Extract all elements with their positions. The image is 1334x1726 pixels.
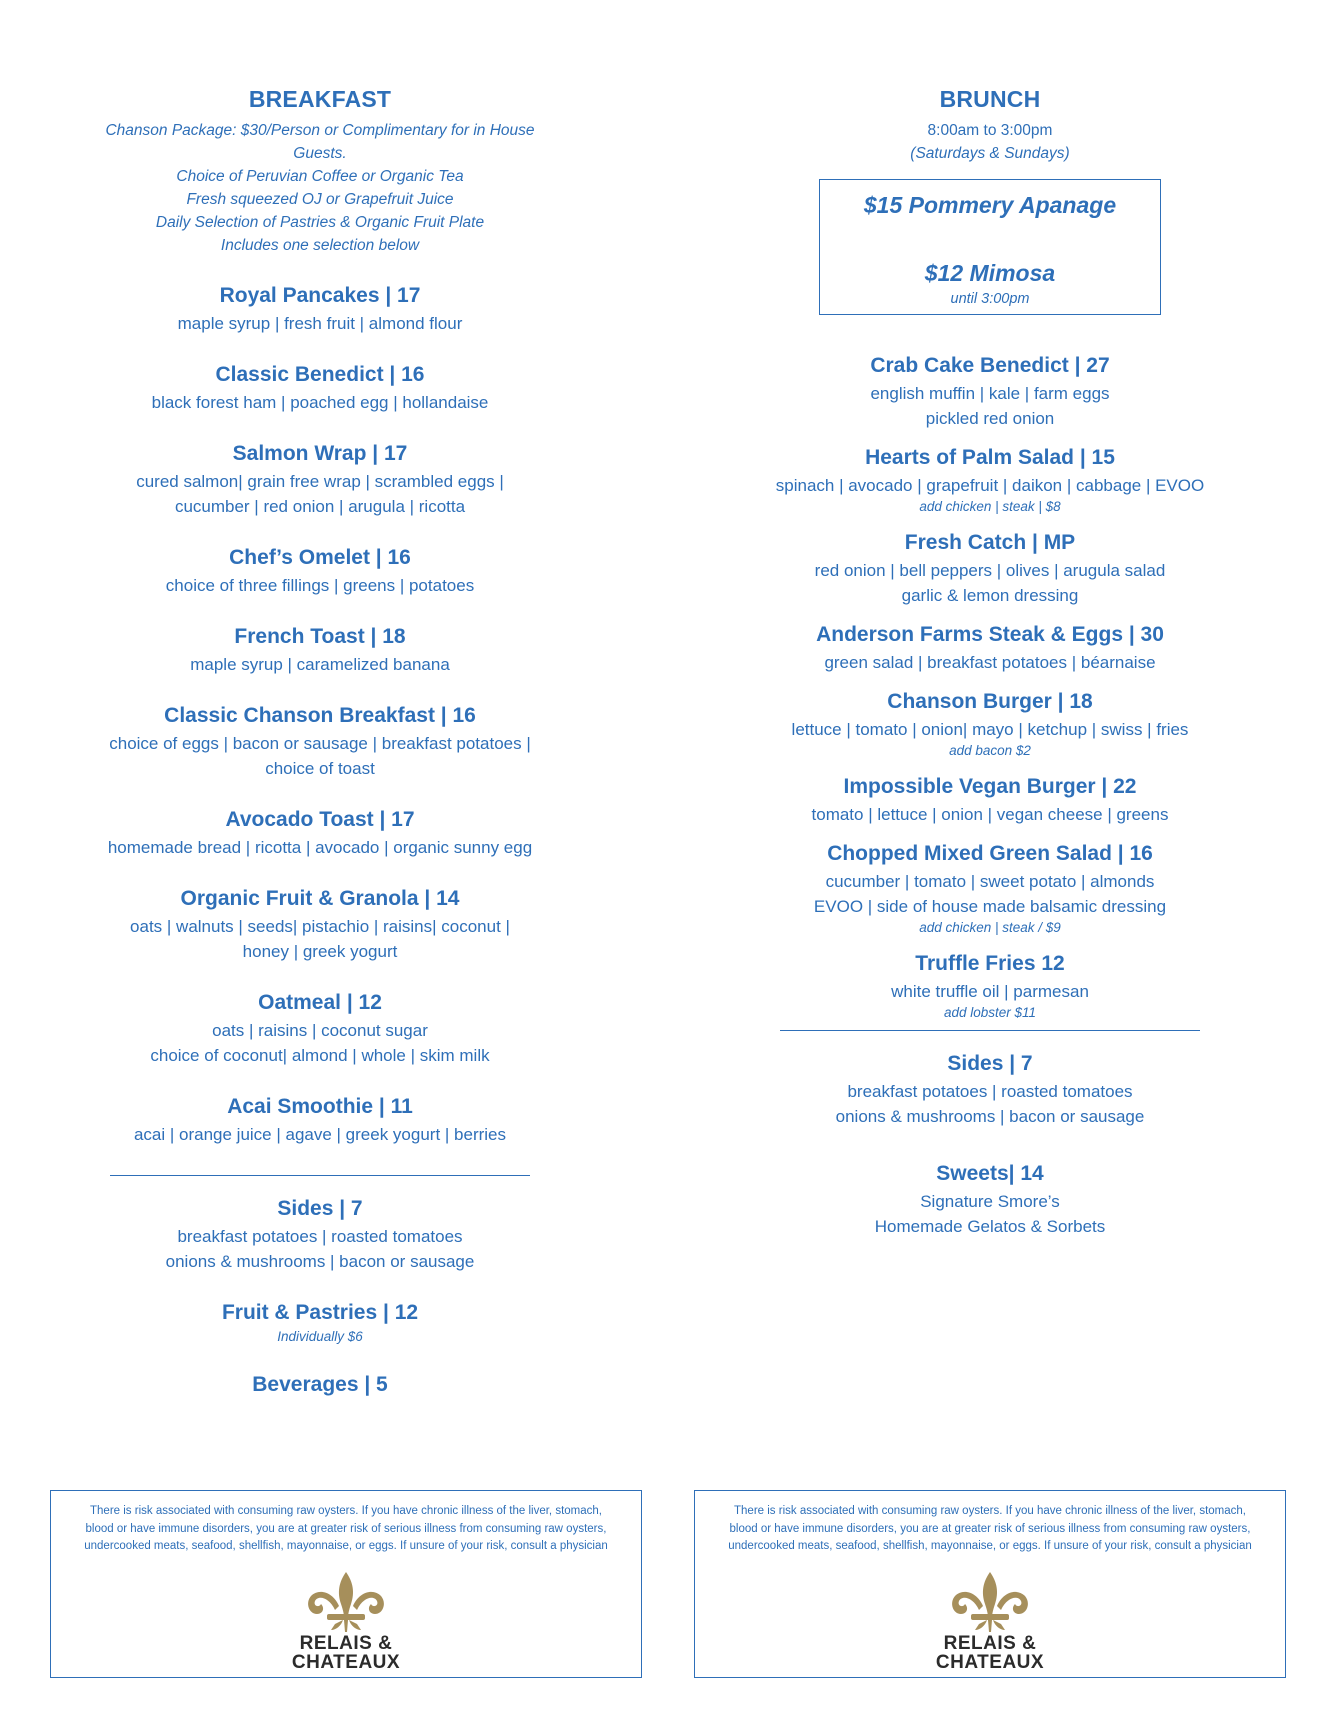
logo-line: CHATEAUX bbox=[291, 1651, 401, 1673]
menu-item-name: Sides | 7 bbox=[277, 1197, 363, 1220]
breakfast-column bbox=[70, 82, 570, 1400]
menu-item-name: Crab Cake Benedict | 27 bbox=[870, 354, 1110, 377]
menu-item bbox=[70, 884, 570, 964]
menu-item-desc: oats | walnuts | seeds| pistachio | raisins| coconut | bbox=[130, 917, 510, 936]
menu-item bbox=[730, 839, 1250, 937]
menu-item-desc: onions & mushrooms | bacon or sausage bbox=[835, 1107, 1145, 1126]
breakfast-intro bbox=[70, 119, 570, 257]
fleur-de-lis-icon bbox=[947, 1570, 1033, 1634]
menu-item bbox=[730, 687, 1250, 760]
intro-line: Choice of Peruvian Coffee or Organic Tea bbox=[176, 168, 464, 185]
promo-mimosa: $12 Mimosa bbox=[924, 260, 1056, 286]
menu-item-desc: black forest ham | poached egg | hollandaise bbox=[151, 393, 489, 412]
menu-item-desc: pickled red onion bbox=[925, 409, 1055, 428]
menu-item-desc: oats | raisins | coconut sugar bbox=[212, 1021, 428, 1040]
logo-line: RELAIS & bbox=[943, 1632, 1037, 1654]
intro-line: Daily Selection of Pastries & Organic Fruit Plate bbox=[155, 214, 485, 231]
menu-item bbox=[730, 528, 1250, 608]
menu-item-desc: garlic & lemon dressing bbox=[901, 586, 1079, 605]
notice-line: blood or have immune disorders, you are at greater risk of serious illness from consuming raw oysters, bbox=[85, 1522, 607, 1535]
menu-item-desc: homemade bread | ricotta | avocado | organic sunny egg bbox=[107, 838, 533, 857]
logo-line: RELAIS & bbox=[299, 1632, 393, 1654]
menu-item-name: Impossible Vegan Burger | 22 bbox=[843, 775, 1137, 798]
fleur-de-lis-icon bbox=[303, 1570, 389, 1634]
menu-item-desc: tomato | lettuce | onion | vegan cheese | greens bbox=[811, 805, 1169, 824]
menu-item-desc: choice of coconut| almond | whole | skim milk bbox=[150, 1046, 490, 1065]
menu-item-name: Sweets| 14 bbox=[936, 1162, 1044, 1185]
menu-item-desc: Signature Smore’s bbox=[920, 1192, 1060, 1211]
brunch-title: BRUNCH bbox=[939, 86, 1041, 112]
menu-item-name: French Toast | 18 bbox=[234, 625, 406, 648]
menu-item-desc: cucumber | tomato | sweet potato | almonds bbox=[825, 872, 1155, 891]
menu-item-name: Hearts of Palm Salad | 15 bbox=[865, 446, 1115, 469]
drink-promo-box bbox=[819, 179, 1161, 315]
menu-item bbox=[70, 1194, 570, 1274]
menu-item bbox=[730, 949, 1250, 1022]
menu-item-desc: choice of three fillings | greens | potatoes bbox=[165, 576, 475, 595]
promo-pommery: $15 Pommery Apanage bbox=[863, 192, 1117, 218]
menu-item-name: Chopped Mixed Green Salad | 16 bbox=[827, 842, 1153, 865]
menu-item-desc: Homemade Gelatos & Sorbets bbox=[874, 1217, 1106, 1236]
menu-item-note: add lobster $11 bbox=[943, 1005, 1037, 1020]
menu-item-desc: red onion | bell peppers | olives | arugula salad bbox=[814, 561, 1166, 580]
menu-item-desc: breakfast potatoes | roasted tomatoes bbox=[177, 1227, 463, 1246]
menu-item-note: Individually $6 bbox=[277, 1329, 363, 1344]
menu-item-name: Truffle Fries 12 bbox=[915, 952, 1065, 975]
promo-note: until 3:00pm bbox=[950, 291, 1030, 307]
menu-item-name: Chanson Burger | 18 bbox=[887, 690, 1093, 713]
menu-item bbox=[70, 360, 570, 415]
menu-item-name: Classic Chanson Breakfast | 16 bbox=[164, 704, 476, 727]
menu-item-desc: honey | greek yogurt bbox=[242, 942, 398, 961]
menu-item-desc: acai | orange juice | agave | greek yogurt | berries bbox=[133, 1125, 507, 1144]
brunch-days: (Saturdays & Sundays) bbox=[910, 145, 1070, 162]
menu-item bbox=[70, 988, 570, 1068]
health-notice-box bbox=[694, 1490, 1286, 1678]
menu-item-desc: breakfast potatoes | roasted tomatoes bbox=[847, 1082, 1133, 1101]
menu-item bbox=[70, 543, 570, 598]
menu-item bbox=[730, 1159, 1250, 1239]
menu-item-name: Acai Smoothie | 11 bbox=[227, 1095, 413, 1118]
intro-line: Guests. bbox=[293, 145, 347, 162]
menu-item-name: Chef’s Omelet | 16 bbox=[229, 546, 411, 569]
menu-item bbox=[70, 1298, 570, 1346]
menu-item bbox=[70, 1370, 570, 1400]
menu-item-name: Classic Benedict | 16 bbox=[215, 363, 425, 386]
brunch-column bbox=[730, 82, 1250, 1239]
menu-item-desc: cured salmon| grain free wrap | scrambled eggs | bbox=[136, 472, 504, 491]
menu-item-name: Fruit & Pastries | 12 bbox=[221, 1301, 419, 1324]
brunch-hours: 8:00am to 3:00pm bbox=[927, 122, 1053, 139]
notice-line: blood or have immune disorders, you are at greater risk of serious illness from consuming raw oysters, bbox=[729, 1522, 1251, 1535]
menu-item-desc: white truffle oil | parmesan bbox=[891, 982, 1089, 1001]
divider-line bbox=[110, 1175, 530, 1176]
menu-item-note: add bacon $2 bbox=[949, 743, 1031, 758]
menu-item bbox=[70, 281, 570, 336]
menu-item-name: Organic Fruit & Granola | 14 bbox=[180, 887, 460, 910]
notice-line: undercooked meats, seafood, shellfish, mayonnaise, or eggs. If unsure of your risk, consult a physician bbox=[84, 1540, 608, 1552]
notice-line: There is risk associated with consuming raw oysters. If you have chronic illness of the liver, stomach, bbox=[734, 1505, 1246, 1517]
menu-item-name: Fresh Catch | MP bbox=[904, 531, 1076, 554]
menu-item bbox=[70, 701, 570, 781]
menu-item bbox=[730, 351, 1250, 431]
notice-line: undercooked meats, seafood, shellfish, mayonnaise, or eggs. If unsure of your risk, consult a physician bbox=[728, 1540, 1252, 1552]
menu-item-desc: EVOO | side of house made balsamic dressing bbox=[813, 897, 1167, 916]
menu-item-desc: choice of eggs | bacon or sausage | breakfast potatoes | bbox=[109, 734, 531, 753]
menu-item-desc: spinach | avocado | grapefruit | daikon | cabbage | EVOO bbox=[775, 476, 1205, 495]
notice-line: There is risk associated with consuming raw oysters. If you have chronic illness of the liver, stomach, bbox=[90, 1505, 602, 1517]
menu-item-name: Avocado Toast | 17 bbox=[225, 808, 415, 831]
menu-item bbox=[70, 1092, 570, 1147]
menu-item-desc: onions & mushrooms | bacon or sausage bbox=[165, 1252, 475, 1271]
menu-item-desc: lettuce | tomato | onion| mayo | ketchup | swiss | fries bbox=[791, 720, 1189, 739]
menu-item-desc: green salad | breakfast potatoes | béarnaise bbox=[824, 653, 1156, 672]
menu-item bbox=[730, 1049, 1250, 1129]
menu-item-note: add chicken | steak / $9 bbox=[919, 920, 1061, 935]
breakfast-title: BREAKFAST bbox=[248, 86, 392, 112]
menu-item-name: Beverages | 5 bbox=[252, 1373, 388, 1396]
intro-line: Chanson Package: $30/Person or Complimentary for in House bbox=[105, 122, 535, 139]
logo-line: CHATEAUX bbox=[935, 1651, 1045, 1673]
relais-chateaux-logo bbox=[276, 1570, 416, 1672]
intro-line: Fresh squeezed OJ or Grapefruit Juice bbox=[186, 191, 454, 208]
menu-item bbox=[70, 805, 570, 860]
menu-item-desc: english muffin | kale | farm eggs bbox=[870, 384, 1110, 403]
menu-item bbox=[730, 772, 1250, 827]
relais-chateaux-logo bbox=[920, 1570, 1060, 1672]
menu-item bbox=[70, 622, 570, 677]
menu-item-note: add chicken | steak | $8 bbox=[919, 499, 1061, 514]
menu-item-name: Anderson Farms Steak & Eggs | 30 bbox=[816, 623, 1164, 646]
menu-item-desc: cucumber | red onion | arugula | ricotta bbox=[174, 497, 466, 516]
menu-item bbox=[730, 443, 1250, 516]
intro-line: Includes one selection below bbox=[220, 237, 420, 254]
health-notice-box bbox=[50, 1490, 642, 1678]
menu-item-name: Sides | 7 bbox=[947, 1052, 1033, 1075]
menu-item-desc: maple syrup | fresh fruit | almond flour bbox=[177, 314, 463, 333]
menu-item-desc: choice of toast bbox=[265, 759, 375, 778]
menu-item bbox=[70, 439, 570, 519]
menu-item-name: Royal Pancakes | 17 bbox=[219, 284, 421, 307]
menu-item bbox=[730, 620, 1250, 675]
divider-line bbox=[780, 1030, 1200, 1031]
menu-item-name: Salmon Wrap | 17 bbox=[232, 442, 408, 465]
menu-item-name: Oatmeal | 12 bbox=[258, 991, 382, 1014]
menu-item-desc: maple syrup | caramelized banana bbox=[190, 655, 450, 674]
